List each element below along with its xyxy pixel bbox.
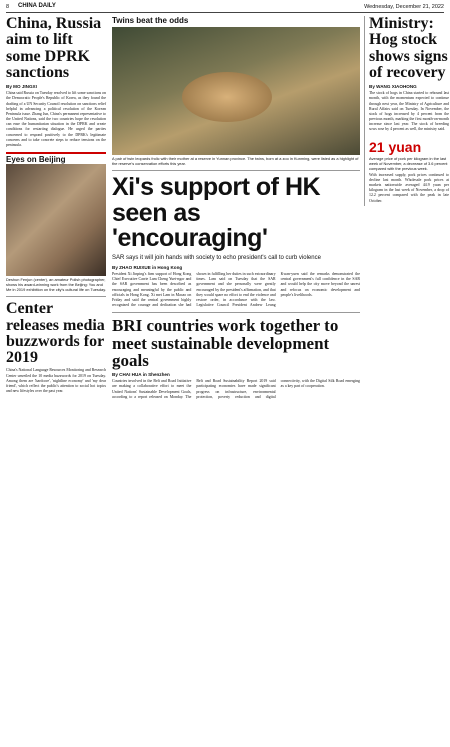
eyes-photo xyxy=(6,164,106,276)
dprk-headline: China, Russia aim to lift some DPRK sanctions xyxy=(6,15,102,81)
buzzwords-body: China's National Language Resources Monitoring and Research Center unveiled the 10 media buzzwords for 2019 on Tuesday. Among them are 'hardcore', 'nightline economy' and 'my dear friend', which reflect the public's attention to social hot topics and new lifestyles over the past year. xyxy=(6,368,106,394)
xi-hk-body: President Xi Jinping's firm support of Hong Kong Chief Executive Carrie Lam Cheng Yuet-ngor and the SAR government has been described as encouraging and meaningful by the public and officials in Hong Kong. Xi met Lam in Macao on Friday and said the central government highly recognized the courage and dedication she had shown in fulfilling her duties in such extraordinary times. Lam said on Tuesday that the SAR government and she personally were greatly encouraged by the president's affirmation, and that they would spare no effort to end the violence and restore order, in accordance with the law. Legislative Council President Andrew Leung Kwan-yuen said the remarks demonstrated the central government's full confidence in the SAR and would help the city move beyond the unrest and refocus on economic development and people's livelihoods. xyxy=(112,272,360,308)
dprk-byline: By MO JINGXI xyxy=(6,84,37,90)
divider xyxy=(112,170,360,171)
header-rule xyxy=(6,12,444,13)
right-column xyxy=(364,16,449,206)
page-header xyxy=(0,0,450,14)
pork-price-stat: 21 yuan xyxy=(369,138,422,155)
hog-body-continued: With increased supply, pork prices continued to decline last month. Wholesale pork prices at markets nationwide averaged 44.9 yuan per kilogram in the last week of November, a drop of 12.2 percent compared with the peak in late October. xyxy=(369,172,449,203)
eyes-on-beijing-title: Eyes on Beijing xyxy=(6,152,106,164)
bri-headline: BRI countries work together to meet sustainable development goals xyxy=(112,316,339,370)
eyes-photo-caption: Deshun Fenjun (center), an amateur Polish photographer, shows his award-winning work from the Beijing: You and Me in 2019 exhibition on the city's cultural life on Tuesday. xyxy=(6,276,106,293)
xi-hk-deck: SAR says it will join hands with society to echo president's call to curb violence xyxy=(112,254,321,261)
middle-column xyxy=(112,16,360,402)
left-column xyxy=(6,16,106,396)
pork-price-caption: Average price of pork per kilogram in the last week of November, a decrease of 3.6 percent compared with the previous week. xyxy=(369,155,448,171)
buzzwords-headline: Center releases media buzzwords for 2019 xyxy=(6,300,105,367)
twins-caption: A pair of twin leopards frolic with their mother at a reserve in Yunnan province. The twins, born at a zoo in Kunming, were listed as a highlight of the reserve's conservation efforts this year. xyxy=(112,156,359,167)
issue-date: Wednesday, December 21, 2022 xyxy=(364,4,444,10)
twins-title: Twins beat the odds xyxy=(112,16,189,25)
leopard-shape xyxy=(182,72,272,122)
dprk-body: China said Russia on Tuesday resolved to lift some sanctions on the Democratic People's Republic of Korea, as they found the drafting of a UN Security Council resolution on sanctions relief helpful in advancing a political resolution of the Korean Peninsula issue. Zhang Jun, China's permanent representative to the United Nations, said the two countries hope the resolution can ease the humanitarian situation in the DPRK and create conditions for restarting dialogue. He urged the parties concerned to respond positively to the DPRK's legitimate concerns and to take concrete steps to reduce tensions on the peninsula. xyxy=(6,91,106,147)
bri-body: Countries involved in the Belt and Road Initiative are making a collaborative effort to meet the United Nations' Sustainable Development Goals, according to a report released on Monday. The Belt and Road Sustainability Report 2019 said participating economies have made significant progress on infrastructure, environmental protection, poverty reduction and digital connectivity, with the Digital Silk Road emerging as a key part of cooperation. xyxy=(112,379,360,399)
xi-hk-headline: Xi's support of HK seen as 'encouraging' xyxy=(112,173,321,253)
page-number: 8 xyxy=(6,4,10,10)
hog-byline: By WANG XIAOHONG xyxy=(369,84,417,90)
divider xyxy=(6,296,106,297)
hog-headline: Ministry: Hog stock shows signs of recovery xyxy=(369,15,448,81)
divider xyxy=(112,312,360,313)
bri-byline: By CHAI HUA in Shenzhen xyxy=(112,372,170,378)
xi-hk-byline: By ZHAO RUIXUE in Hong Kong xyxy=(112,265,183,271)
masthead-brand: CHINA DAILY xyxy=(18,3,56,9)
twins-photo xyxy=(112,27,360,155)
hog-body: The stock of hogs in China started to rebound last month, with the momentum expected to continue through next year, the Ministry of Agriculture and Rural Affairs said on Tuesday. In November, the stock of hogs increased by 4 percent from the previous month, marking the first month-on-month increase since last year. The stock of breeding sows rose by 4 percent as well, the ministry said. xyxy=(369,91,449,132)
